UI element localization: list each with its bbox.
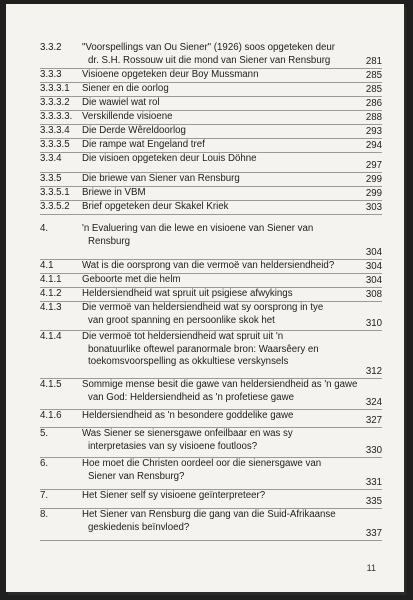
toc-entry: [40, 111, 382, 125]
toc-entry-title: Hoe moet die Christen oordeel oor die sienersgawe van: [82, 458, 322, 469]
toc-entry-title: Visioene opgeteken deur Boy Mussmann: [82, 69, 259, 80]
toc-entry-number: 3.3.3.1: [40, 83, 70, 94]
toc-entry-title: Het Siener self sy visioene geïnterpreteer?: [82, 490, 266, 501]
toc-entry-title: dr. S.H. Rossouw uit die mond van Siener van Rensburg: [88, 54, 331, 66]
book-page: [6, 4, 404, 592]
toc-entry-page: 285: [365, 83, 382, 95]
toc-entry: [40, 139, 382, 153]
toc-entry: [40, 288, 382, 302]
toc-entry: [40, 187, 382, 201]
toc-entry-number: 4.1.3: [40, 302, 62, 313]
toc-entry-number: 3.3.3.2: [40, 97, 70, 108]
toc-entry-number: 4.1.5: [40, 379, 62, 390]
toc-entry-title: Rensburg: [88, 235, 131, 247]
toc-entry-title: Geboorte met die helm: [82, 274, 181, 285]
toc-entry-number: 4.1.6: [40, 410, 62, 421]
toc-entry: [40, 83, 382, 97]
toc-entry-title: Die vermoë van heldersiendheid wat sy oorsprong in tye: [82, 302, 324, 313]
toc-entry-title: Was Siener se sienersgawe onfeilbaar en was sy: [82, 428, 293, 439]
toc-entry: [40, 379, 382, 410]
toc-entry: [40, 201, 382, 215]
toc-entry: [40, 97, 382, 111]
toc-entry: [40, 509, 382, 541]
toc-entry-title: Brief opgeteken deur Skakel Kriek: [82, 201, 229, 212]
toc-entry-page: 304: [365, 260, 382, 272]
toc-entry-page: 331: [365, 476, 382, 488]
toc-entry-title: toekomsvoorspelling as okkultiese verskynsels: [88, 356, 289, 367]
toc-entry-page: 297: [365, 159, 382, 171]
table-of-contents: [40, 42, 382, 541]
toc-entry-page: 330: [365, 444, 382, 456]
toc-entry: [40, 458, 382, 490]
toc-entry: [40, 410, 382, 428]
toc-entry-title: Die briewe van Siener van Rensburg: [82, 173, 240, 184]
toc-entry-number: 3.3.2: [40, 42, 62, 53]
toc-entry-page: 304: [365, 274, 382, 286]
toc-entry-number: 3.3.3: [40, 69, 62, 80]
toc-entry: [40, 42, 382, 69]
toc-entry: [40, 260, 382, 274]
toc-entry-title: 'n Evaluering van die lewe en visioene van Siener van: [82, 223, 314, 234]
toc-entry-number: 8.: [40, 509, 49, 520]
toc-entry-page: 294: [365, 139, 382, 151]
toc-entry-number: 3.3.5.2: [40, 201, 70, 212]
toc-entry-page: 303: [365, 201, 382, 213]
toc-entry-number: 4.: [40, 223, 49, 234]
toc-entry-title: Sommige mense besit die gawe van heldersiendheid as 'n gawe: [82, 379, 358, 390]
toc-entry-title: Die rampe wat Engeland tref: [82, 139, 205, 150]
toc-entry-page: 337: [365, 527, 382, 539]
toc-entry-number: 3.3.5: [40, 173, 62, 184]
toc-entry: [40, 331, 382, 379]
toc-entry-number: 4.1.4: [40, 331, 62, 342]
toc-entry-number: 4.1.2: [40, 288, 62, 299]
toc-entry: [40, 69, 382, 83]
toc-entry-page: 310: [365, 317, 382, 329]
toc-entry-number: 3.3.3.4: [40, 125, 70, 136]
toc-entry-title: van God: Heldersiendheid as 'n profetiese gawe: [88, 391, 294, 403]
toc-entry-title: Die visioen opgeteken deur Louis Döhne: [82, 153, 257, 164]
toc-entry: [40, 153, 382, 173]
toc-entry-title: Siener en die oorlog: [82, 83, 169, 94]
toc-entry-page: 288: [365, 111, 382, 123]
toc-entry: [40, 223, 382, 260]
toc-entry-title: Heldersiendheid as 'n besondere goddelike gawe: [82, 410, 294, 421]
toc-entry: [40, 428, 382, 458]
toc-entry: [40, 125, 382, 139]
toc-entry: [40, 173, 382, 187]
toc-entry-title: Die wawiel wat rol: [82, 97, 160, 108]
toc-entry-page: 312: [365, 365, 382, 377]
toc-entry-title: Verskillende visioene: [82, 111, 173, 122]
toc-entry-number: 6.: [40, 458, 49, 469]
toc-entry-page: 308: [365, 288, 382, 300]
toc-entry-title: interpretasies van sy visioene foutloos?: [88, 440, 258, 452]
toc-entry: [40, 302, 382, 331]
toc-entry-page: 299: [365, 187, 382, 199]
toc-entry-page: 281: [365, 55, 382, 67]
toc-entry-title: "Voorspellings van Ou Siener" (1926) soos opgeteken deur: [82, 42, 335, 53]
page-number: 11: [366, 563, 376, 573]
toc-entry: [40, 490, 382, 509]
toc-entry-number: 3.3.3.3.: [40, 111, 73, 122]
toc-entry-title: Briewe in VBM: [82, 187, 146, 198]
toc-entry-number: 3.3.3.5: [40, 139, 70, 150]
toc-entry-title: Het Siener van Rensburg die gang van die Suid-Afrikaanse: [82, 509, 336, 520]
toc-entry-title: geskiedenis beïnvloed?: [88, 521, 190, 533]
toc-entry-number: 3.3.5.1: [40, 187, 70, 198]
toc-entry-title: Wat is die oorsprong van die vermoë van heldersiendheid?: [82, 260, 335, 271]
toc-entry-page: 324: [365, 396, 382, 408]
toc-entry-page: 335: [365, 495, 382, 507]
toc-entry: [40, 274, 382, 288]
toc-entry-title: van groot spanning en persoonlike skok het: [88, 314, 275, 326]
toc-entry-page: 293: [365, 125, 382, 137]
toc-entry-title: bonatuurlike oftewel paranormale bron: Waarsêery en: [88, 343, 319, 355]
toc-entry-number: 3.3.4: [40, 153, 62, 164]
toc-entry-page: 285: [365, 69, 382, 81]
toc-entry-page: 286: [365, 97, 382, 109]
toc-entry-title: Die Derde Wêreldoorlog: [82, 125, 186, 136]
toc-entry-page: 304: [365, 246, 382, 258]
toc-entry-title: Siener van Rensburg?: [88, 470, 185, 482]
toc-entry-number: 7.: [40, 490, 49, 501]
toc-entry-number: 5.: [40, 428, 49, 439]
toc-entry-page: 299: [365, 173, 382, 185]
toc-entry-page: 327: [365, 414, 382, 426]
toc-entry-number: 4.1.1: [40, 274, 62, 285]
toc-entry-title: Die vermoë tot heldersiendheid wat spruit uit 'n: [82, 331, 284, 342]
toc-entry-title: Heldersiendheid wat spruit uit psigiese afwykings: [82, 288, 293, 299]
toc-entry-number: 4.1: [40, 260, 54, 271]
